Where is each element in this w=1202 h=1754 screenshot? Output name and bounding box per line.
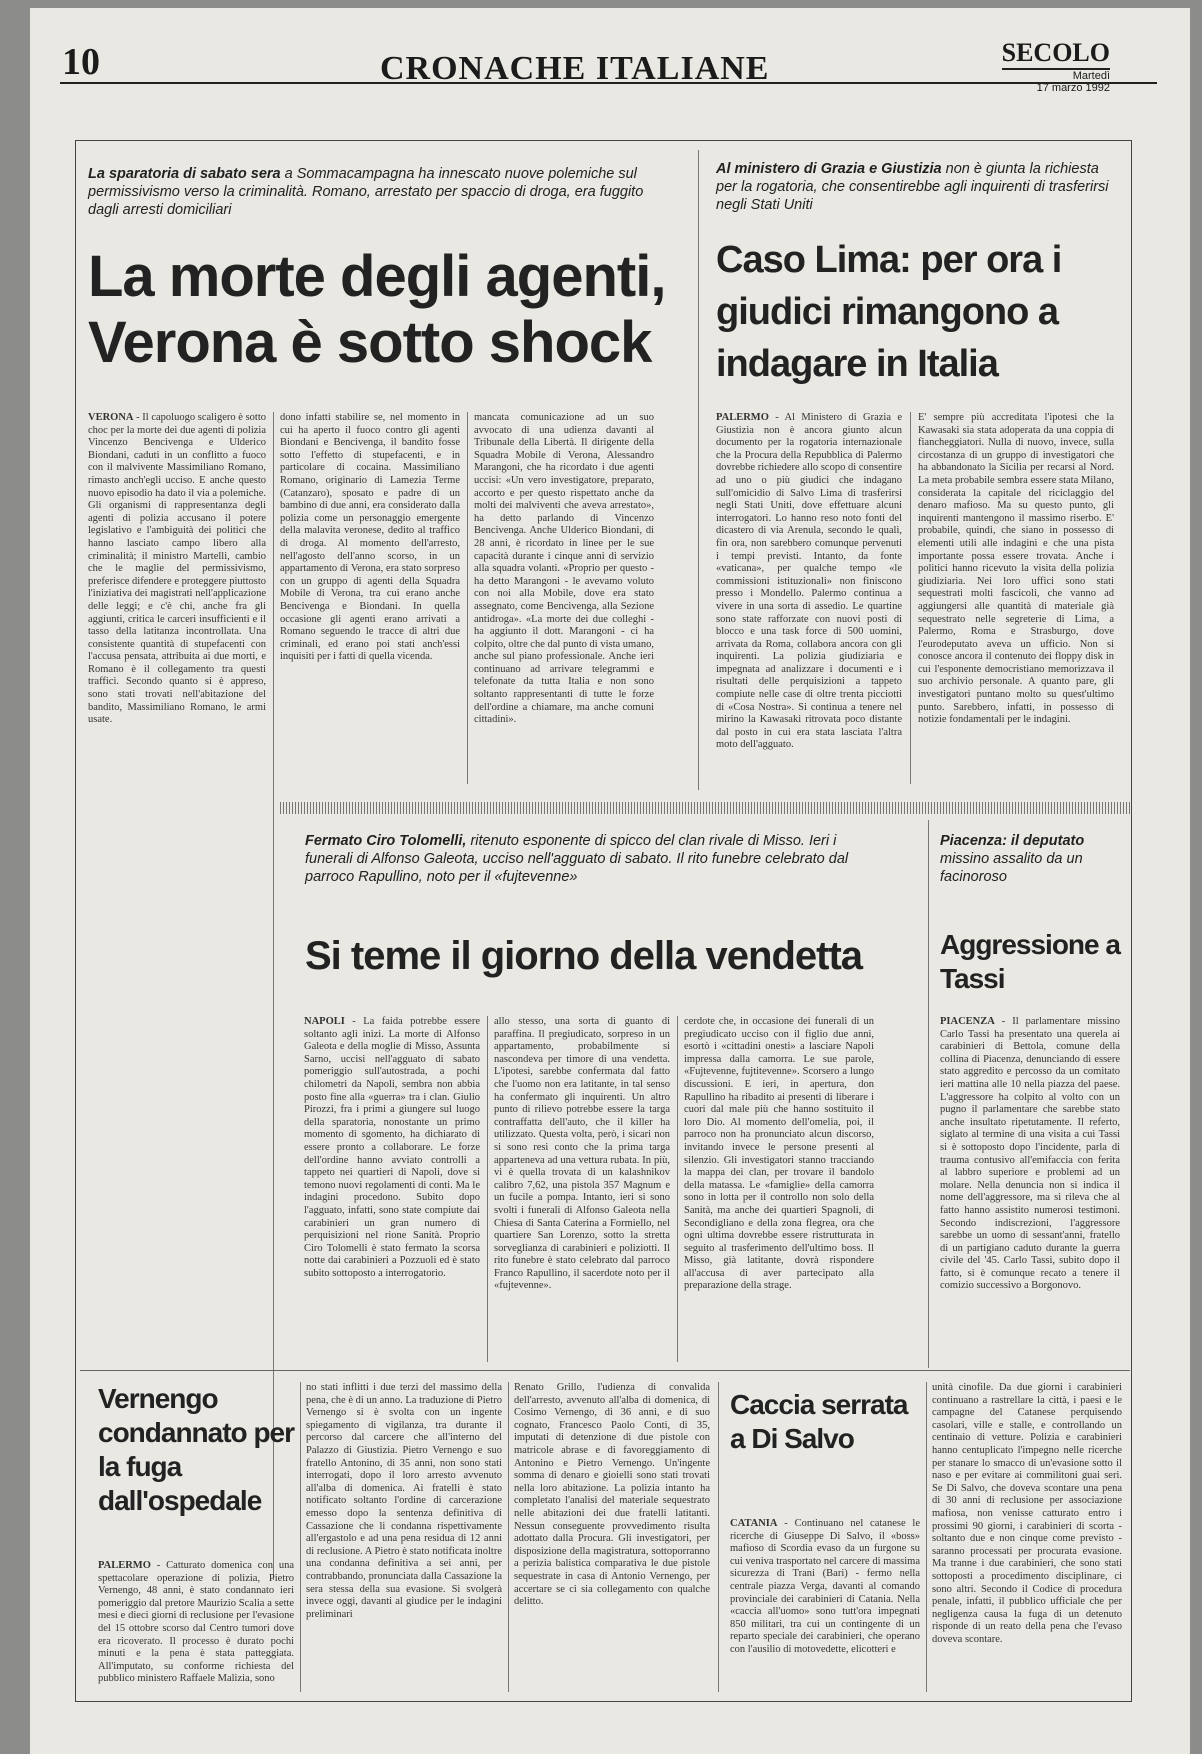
lima-kicker — [716, 160, 1116, 214]
lima-divider — [910, 412, 911, 784]
issue-date: 17 marzo 1992 — [1036, 82, 1110, 94]
lima-column-2 — [918, 412, 1114, 784]
newspaper-logo — [1000, 38, 1110, 94]
masthead-rule — [60, 82, 1157, 84]
napoli-divider-2 — [677, 1016, 678, 1362]
disalvo-column-1 — [730, 1518, 920, 1690]
napoli-divider-1 — [487, 1016, 488, 1362]
verona-divider-2 — [467, 412, 468, 784]
top-articles-divider — [698, 150, 699, 790]
issue-day: Martedì — [1072, 70, 1110, 82]
tassi-text: - Il parlamentare missino Carlo Tassi ha presentato una querela ai carabinieri di Bettola, comune della collina di Piacenza, denunciando di essere stato aggredito e percosso da un comitato ieri mattina alle 10 nella piazza del paese. L'aggressore ha colpito al volto con un pugno il parlamentare che sarebbe stato anche insultato ripetutamente. Il referto, siglato al termine di una visita a cui Tassi si è sottoposto dopo l'incidente, parla di trauma contusivo all'emifaccia con ferita al labbro superiore e problemi ad un molare. Nella denuncia non si indica il nome dell'aggressore, ma si rileva che al fatto hanno assistito numerosi testimoni. Secondo indiscrezioni, l'aggressore sarebbe un uomo di sessant'anni, fratello di un partigiano caduto durante la guerra civile del '45. Carlo Tassi, subito dopo il fatto, si è comunque recato a tenere il comizio successivo a Borgonovo. — [940, 1016, 1120, 1292]
lima-column-1 — [716, 412, 902, 784]
vernengo-text-2: no stati inflitti i due terzi del massimo della pena, che è di un anno. La traduzione di Pietro Vernengo si è svolta con un ingente spiegamento di vigilanza, tra durante il percorso dal carcere che all'interno del Palazzo di Giustizia. Pietro Vernengo e suo fratello Antonino, di 35 anni, non sono stati interrogati, dopo il loro arresto avvenuto all'alba di domenica. Ai fratelli è stato notificato soltanto l'ordine di carcerazione emesso dopo la sentenza definitiva di Cassazione che li condanna rispettivamente all'ergastolo e ad una pena residua di 12 anni di reclusione. A Pietro è stato notificata inoltre una condanna definitiva a sei anni, per contrabbando, pronunciata dalla Cassazione la sera stessa della sua evasione. Si svolgerà invece oggi, davanti al giudice per le indagini preliminari — [306, 1382, 502, 1620]
vernengo-column-3 — [514, 1382, 710, 1690]
verona-headline: La morte degli agenti, Verona è sotto shock — [88, 244, 666, 375]
napoli-kicker — [305, 832, 865, 886]
section-separator-band — [280, 802, 1130, 814]
verona-kicker-bold: La sparatoria di sabato sera — [88, 166, 281, 182]
disalvo-divider — [926, 1382, 927, 1692]
vernengo-headline: Vernengo condannato per la fuga dall'ospedale — [98, 1383, 295, 1516]
verona-kicker — [88, 165, 648, 219]
napoli-headline: Si teme il giorno della vendetta — [305, 934, 863, 978]
napoli-kicker-text: ritenuto esponente di spicco del clan rivale di Misso. Ieri i funerali di Alfonso Galeota, ucciso nell'agguato di sabato. Il rito funebre celebrato dal parroco Rapullino, noto per il «fujtevenne» — [305, 833, 849, 885]
tassi-kicker-bold: Piacenza: il deputato — [940, 833, 1085, 849]
lima-text-2: E' sempre più accreditata l'ipotesi che la Kawasaki sia stata adoperata da una coppia di fiancheggiatori. Nulla di nuovo, invece, sulla circostanza di un gruppo di investigatori che ha abbandonato la Sicilia per recarsi al Nord. La meta probabile sembra essere stata Milano, considerata la capitale del riciclaggio del denaro mafioso. Ma su questo punto, gli inquirenti mantengono il massimo riserbo. E' probabile, quindi, che siano in possesso di elementi utili alle indagini e che una pista importante possa essere trovata. Anche i politici hanno ricevuto la visita della polizia giudiziaria. Nei loro uffici sono stati sequestrati molti fascicoli, che vanno ad aggiungersi alle quantità di materiale già sequestrato nelle segreterie di Lima, a Palermo, Roma e Strasburgo, dove l'eurodeputato aveva un ufficio. Non si conosce ancora il contenuto dei floppy disk in cui l'esponente democristiano memorizzava il suo archivio personale. A quanto pare, gli investigatori puntano molto su quest'ultimo punto. Sarebbero, infatti, in possesso di notizie fondamentali per le indagini. — [918, 412, 1114, 726]
verona-column-2 — [280, 412, 460, 784]
tassi-kicker — [940, 832, 1120, 886]
vernengo-column-2 — [306, 1382, 502, 1690]
lima-kicker-bold: Al ministero di Grazia e Giustizia — [716, 161, 942, 177]
tassi-headline: Aggressione a Tassi — [940, 929, 1120, 994]
vernengo-divider-1 — [300, 1382, 301, 1692]
tassi-kicker-text: missino assalito da un facinoroso — [940, 851, 1083, 885]
brand-name: SECOLO — [1002, 38, 1110, 70]
disalvo-dateline: CATANIA — [730, 1518, 778, 1529]
vernengo-text-3: Renato Grillo, l'udienza di convalida dell'arresto, avvenuto all'alba di domenica, di Cosimo Vernengo, di 36 anni, e di suo cognato, Francesco Paolo Conti, di 35, imputati di detenzione di due pistole con matricole abrase e di favoreggiamento di Antonino e Pietro Vernengo. Un'ingente somma di denaro e gioielli sono stati trovati nella loro abitazione. La polizia intanto ha completato l'analisi del materiale sequestrato nelle abitazioni dei due fratelli latitanti. Nessun conseguente provvedimento risulta adottato dalla Procura. Gli investigatori, per disposizione della magistratura, sottoporranno a perizia balistica comparativa le due pistole sequestrate in casa di Antonio Vernengo, per accertare se ci sia collegamento con qualche delitto. — [514, 1382, 710, 1608]
napoli-text-2: allo stesso, una sorta di guanto di paraffina. Il pregiudicato, sorpreso in un appartamento, probabilmente si nascondeva per timore di una vendetta. L'ipotesi, sarebbe confermata dal fatto che l'uomo non era latitante, in tal senso ha confermato gli inquirenti. Un altro punto di rilievo potrebbe essere la targa contraffatta dell'auto, che il killer ha utilizzato. Questa volta, però, i sicari non si sono resi conto che la prima targa apparteneva ad una vettura rubata. In più, vi è quella trovata di un kalashnikov calibro 7,62, una pistola 357 Magnum e un fucile a pompa. Intanto, ieri si sono svolti i funerali di Alfonso Galeota nella Chiesa di Santa Caterina a Formiello, nel quartiere San Lorenzo, sotto la stretta sorveglianza di carabinieri e poliziotti. Il rito funebre è stato celebrato dal parroco Franco Rapullino, il sacerdote noto per il «fujtevenne». — [494, 1016, 670, 1292]
vernengo-column-1 — [98, 1560, 294, 1690]
section-title: CRONACHE ITALIANE — [380, 50, 770, 87]
lima-dateline: PALERMO — [716, 412, 769, 423]
napoli-column-3 — [684, 1016, 874, 1362]
verona-text-1: - Il capoluogo scaligero è sotto choc per la morte dei due agenti di polizia Vincenzo Bencivenga e Ulderico Biondani, caduti in un conflitto a fuoco con il malvivente Massimiliano Romano, rimasto anch'egli ucciso. E anche questo nuovo episodio ha dato il via a polemiche. Gli organismi di rappresentanza degli agenti di polizia accusano il potere legislativo e l'ambiguità dei politici che hanno lasciato campo libero alla criminalità; il ministro Martelli, cambio che le maglie del permissivismo, preferisce difendere e proteggere piuttosto l'iniziativa dei magistrati nell'applicazione delle leggi; e c'è chi, anche fra gli aggiunti, critica le carceri insufficienti e il tasso della latitanza incontrollata. Una consistente quantità di stupefacenti con l'accusa pensata, attribuita ai due morti, e Romano è il collegamento tra questi traffici. Secondo quanto si è appreso, sono stati trovati nell'abitazione del bandito, Massimiliano Romano, le armi usate. — [88, 412, 266, 726]
disalvo-column-2 — [932, 1382, 1122, 1690]
napoli-dateline: NAPOLI — [304, 1016, 345, 1027]
napoli-kicker-bold: Fermato Ciro Tolomelli, — [305, 833, 467, 849]
vernengo-divider-2 — [508, 1382, 509, 1692]
lima-headline: Caso Lima: per ora i giudici rimangono a indagare in Italia — [716, 239, 1062, 385]
vernengo-text-1: - Catturato domenica con una spettacolare operazione di polizia, Pietro Vernengo, 48 anni, è stato condannato ieri pomeriggio dal pretore Maurizio Scalia a sette mesi e dieci giorni di reclusione per l'evasione del 15 ottobre scorso dal Centro tumori dove era ricoverato. Il processo è durato pochi minuti e la pena è stata patteggiata. All'imputato, su conforme richiesta del pubblico ministero Raffaele Malizia, sono — [98, 1560, 294, 1685]
vernengo-dateline: PALERMO — [98, 1560, 151, 1571]
bottom-section-rule — [80, 1370, 1130, 1371]
tassi-dateline: PIACENZA — [940, 1016, 995, 1027]
napoli-column-1 — [304, 1016, 480, 1362]
lima-text-1: - Al Ministero di Grazia e Giustizia non è ancora giunto alcun documento per la rogatoria internazionale che la Procura della Repubblica di Palermo dovrebbe richiedere allo scopo di consentire ad uno o più giudici che indagano sull'omicidio di Salvo Lima di trasferirsi negli Stati Uniti, dove effettuare alcuni interrogatori. Lo hanno reso noto fonti del dicastero di via Arenula, secondo le quali, fin ora, non sarebbero comunque pervenuti i tempi previsti. Intanto, da fonte «vaticana», per qualche tempo «le commissioni istituzionali» non finiscono presso i Mondello. Palermo continua a vivere in una sorta di assedio. Le quartine sono state rafforzate con nuovi posti di blocco e una task force di 500 uomini, arrivata da Roma, collabora ancora con gli inquirenti. La polizia giudiziaria e impegnata ad analizzare i documenti e i risultati delle perquisizioni a tappeto compiute nelle case di oltre trenta picciotti di «Cosa Nostra». Si continua a tenere nel mirino la Kawasaki ritrovata poco distante dal posto in cui era stata lasciata l'altra moto dell'agguato. — [716, 412, 902, 751]
napoli-column-2 — [494, 1016, 670, 1362]
verona-kicker-text: a Sommacampagna ha innescato nuove polemiche sul permissivismo verso la criminalità. Romano, arrestato per spaccio di droga, era fuggito dagli arresti domiciliari — [88, 166, 644, 218]
vernengo-disalvo-divider — [718, 1382, 719, 1692]
tassi-column — [940, 1016, 1120, 1362]
verona-column-3 — [474, 412, 654, 784]
page-number: 10 — [62, 41, 100, 83]
disalvo-headline: Caccia serrata a Di Salvo — [730, 1389, 908, 1454]
disalvo-text-1: - Continuano nel catanese le ricerche di Giuseppe Di Salvo, il «boss» mafioso di Scordia evaso da un furgone su cui veniva trasportato nel carcere di massima sicurezza di Trani (Bari) - fermo nella centrale piazza Verga, davanti al comando provinciale dei carabinieri di Catania. Nella «caccia all'uomo» sono tutt'ora impegnati 850 militari, tra cui un contingente di un reparto speciale dei carabinieri, che operano con l'ausilio di motovedette, elicotteri e — [730, 1518, 920, 1655]
napoli-text-1: - La faida potrebbe essere soltanto agli inizi. La morte di Alfonso Galeota e della moglie di Misso, Assunta Sarno, uccisi nell'agguato di sabato pomeriggio sull'autostrada, a pochi chilometri da Napoli, sembra non abbia posto fine alla «guerra» tra i clan. Giulio Pirozzi, fra i primi a giungere sul luogo della sparatoria, nonostante un primo momento di sgomento, ha dichiarato di essere pronto a collaborare. Le forze dell'ordine hanno avviato controlli a tappeto nei quartieri di Napoli, dove si temono nuovi regolamenti di conti. Ma le indagini procedono. Subito dopo l'agguato, infatti, sono state compiute dai carabinieri un gran numero di perquisizioni nel rione Sanità. Proprio Ciro Tolomelli è stato fermato la scorsa notte dai carabinieri a Pozzuoli ed è stato subito sottoposto a interrogatorio. — [304, 1016, 480, 1279]
napoli-text-3: cerdote che, in occasione dei funerali di un pregiudicato ucciso con il figlio due anni, esortò i «cittadini onesti» a lasciare Napoli impressa dalla camorra. Le sue parole, «Fujtevenne, fujtitevenne». Scorsero a lungo discussioni. E ieri, in apertura, don Rapullino ha ribadito ai presenti di liberare i cuori dal male più che hanno sostituito il loro Dio. Al momento dell'omelia, poi, il parroco non ha pronunciato alcun discorso, invitando invece le persone presenti al silenzio. Gli investigatori stanno tracciando la mappa dei clan, per trovare il bandolo della matassa. Le «famiglie» della camorra sono in lotta per il controllo non solo della Sanità, ma anche dei quartieri Spagnoli, di Secondigliano e della zona flegrea, ora che ogni ultima dovrebbe essere ristrutturata in seguito al trasferimento dell'ultimo boss. Il Misso, già latitante, dovrà rispondere all'accusa di aver partecipato alla preparazione della strage. — [684, 1016, 874, 1292]
napoli-tassi-divider — [928, 820, 929, 1368]
verona-text-2: dono infatti stabilire se, nel momento in cui ha aperto il fuoco contro gli agenti Biondani e Bencivenga, il bandito fosse sotto l'effetto di stupefacenti, e in particolare di cocaina. Massimiliano Romano, originario di Lamezia Terme (Catanzaro), sposato e padre di un bambino di due anni, era considerato dalla polizia come un personaggio emergente della malavita veronese, dedito al traffico di droga. Al momento dell'arresto, nell'agosto dell'anno scorso, in un appartamento di Verona, era stato sorpreso con un gruppo di agenti della Squadra Mobile di Verona, tra cui erano anche Bencivenga e Biondani. In quella occasione gli agenti erano arrivati a Romano seguendo le tracce di altri due criminali, ed erano poi stati anch'essi inquisiti per i fatti di quella vicenda. — [280, 412, 460, 663]
lima-kicker-text: non è giunta la richiesta per la rogatoria, che consentirebbe agli inquirenti di trasferirsi negli Stati Uniti — [716, 161, 1109, 213]
disalvo-text-2: unità cinofile. Da due giorni i carabinieri continuano a rastrellare la città, i paesi e le campagne del Catanese perquisendo casolari, ville e stalle, e controllando un centinaio di vetture. Polizia e carabinieri hanno centuplicato l'impegno nelle ricerche per stanare lo smacco di un'evasione sotto il naso e per evitare ai commilitoni guai seri. Se Di Salvo, che doveva scontare una pena di 30 anni di reclusione per associazione mafiosa, non venisse catturato entro i prossimi 90 giorni, i carabinieri di scorta - soltanto due e non cinque come previsto - saranno processati per procurata evasione. Ma tranne i due carabinieri, che sono stati sottoposti a procedimento disciplinare, ci sono altri. Secondo il Codice di procedura penale, infatti, il pubblico ufficiale che per negligenza causa la fuga di un detenuto risponde di un reato della pena che l'evaso doveva scontare. — [932, 1382, 1122, 1645]
verona-dateline: VERONA — [88, 412, 134, 423]
verona-text-3: mancata comunicazione ad un suo avvocato di una udienza davanti al Tribunale della Libertà. Il dirigente della Squadra Mobile di Verona, Alessandro Marangoni, che ha ricordato i due agenti uccisi: «Un vero investigatore, preparato, accorto e per questo rispettato anche da molti dei malviventi che aveva arrestato», ha detto parlando di Vincenzo Bencivenga. Anche Ulderico Biondani, di 28 anni, è ricordato in linee per le sue capacità durante i cinque anni di servizio alla squadra volanti. «Proprio per questo - ha detto Marangoni - le avevamo voluto con noi alla Mobile, dove era stato assegnato, come Bencivenga, alla Sezione antidroga». «La morte dei due colleghi - ha aggiunto il dott. Marangoni - ci ha colpito, oltre che dal punto di vista umano, anche sul piano professionale. Anche ieri continuano ad arrivare telegrammi e telefonate da tutta Italia e non sono soltanto rappresentanti di tutte le forze dell'ordine a chiamare, ma anche comuni cittadini». — [474, 412, 654, 726]
